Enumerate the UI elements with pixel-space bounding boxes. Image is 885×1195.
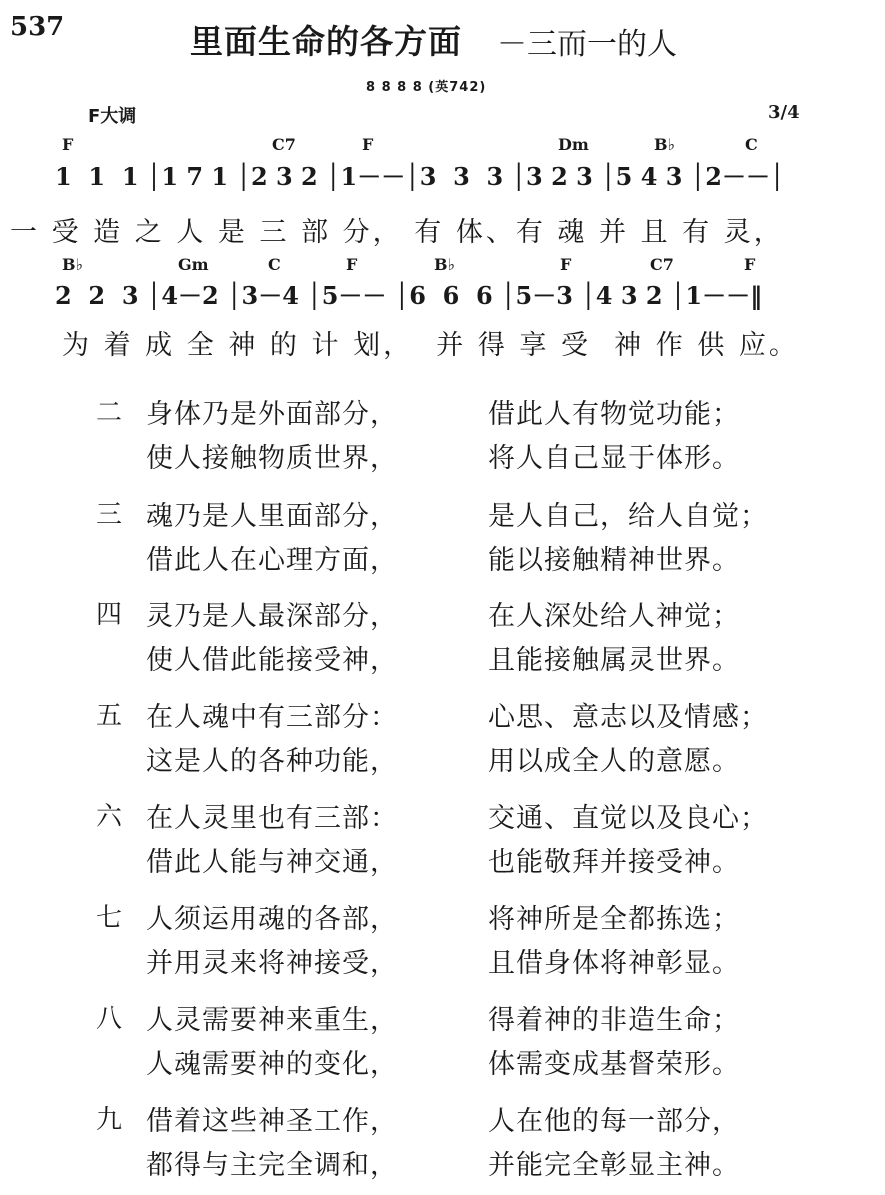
chord-symbol: C [268, 255, 281, 274]
verse-line: 使人接触物质世界， [146, 443, 398, 474]
key-signature: F大调 [88, 106, 137, 127]
verse-line: 用以成全人的意愿。 [488, 746, 740, 777]
verse-number: 二 [96, 398, 123, 428]
verse-number: 四 [96, 600, 123, 630]
chord-symbol: Gm [178, 255, 209, 274]
meter-line: 8 8 8 8 (英742) [366, 80, 487, 95]
verse-line: 体需变成基督荣形。 [488, 1049, 740, 1080]
hymn-title: 里面生命的各方面 [190, 22, 462, 61]
verse-number: 九 [96, 1105, 123, 1135]
verse-number: 八 [96, 1004, 123, 1034]
verse-line: 人在他的每一部分， [488, 1106, 740, 1137]
verse-line: 在人魂中有三部分： [146, 702, 398, 733]
chord-symbol: F [346, 255, 358, 274]
verse-number: 五 [96, 701, 123, 731]
verse-number: 三 [96, 500, 123, 530]
verse-number: 六 [96, 802, 123, 832]
verse-line: 人灵需要神来重生， [146, 1005, 398, 1036]
verse-line: 是人自己，给人自觉； [488, 501, 768, 532]
verse-line: 并用灵来将神接受， [146, 948, 398, 979]
verse-number: 七 [96, 903, 123, 933]
chord-symbol: B♭ [434, 255, 456, 274]
verse-line: 借此人能与神交通， [146, 847, 398, 878]
verse-line: 将人自己显于体形。 [488, 443, 740, 474]
notation-line-1: 1 1 1 │1 7 1 │2 3 2 │1－－│3 3 3 │3 2 3 │5 4 3 │2－－│ [55, 162, 785, 191]
verse-line: 将神所是全都拣选； [488, 904, 740, 935]
chord-symbol: C [745, 135, 758, 154]
lyrics-line-1: 一 受 造 之 人 是 三 部 分， 有 体、有 魂 并 且 有 灵， [10, 217, 784, 248]
verse-line: 且借身体将神彰显。 [488, 948, 740, 979]
verse-line: 人须运用魂的各部， [146, 904, 398, 935]
chord-symbol: F [362, 135, 374, 154]
verse-line: 能以接触精神世界。 [488, 545, 740, 576]
verse-line: 心思、意志以及情感； [488, 702, 768, 733]
chord-symbol: F [744, 255, 756, 274]
verse-line: 并能完全彰显主神。 [488, 1150, 740, 1181]
chord-symbol: F [62, 135, 74, 154]
verse-line: 身体乃是外面部分， [146, 399, 398, 430]
verse-line: 这是人的各种功能， [146, 746, 398, 777]
chord-symbol: B♭ [654, 135, 676, 154]
chord-symbol: B♭ [62, 255, 84, 274]
notation-line-2: 2 2 3 │4－2 │3－4 │5－－ │6 6 6 │5－3 │4 3 2 │1－－‖ [55, 281, 763, 310]
verse-line: 借着这些神圣工作， [146, 1106, 398, 1137]
chord-symbol: F [560, 255, 572, 274]
chord-symbol: Dm [558, 135, 589, 154]
chord-symbol: C7 [272, 135, 296, 154]
verse-line: 使人借此能接受神， [146, 645, 398, 676]
hymn-number: 537 [10, 12, 65, 42]
verse-line: 也能敬拜并接受神。 [488, 847, 740, 878]
verse-line: 在人灵里也有三部： [146, 803, 398, 834]
verse-line: 人魂需要神的变化， [146, 1049, 398, 1080]
verse-line: 借此人在心理方面， [146, 545, 398, 576]
lyrics-line-2: 为 着 成 全 神 的 计 划， 并 得 享 受 神 作 供 应。 [62, 330, 799, 361]
hymn-subtitle: －三而一的人 [497, 27, 677, 62]
verse-line: 魂乃是人里面部分， [146, 501, 398, 532]
verse-line: 在人深处给人神觉； [488, 601, 740, 632]
chord-symbol: C7 [650, 255, 674, 274]
verse-line: 得着神的非造生命； [488, 1005, 740, 1036]
verse-line: 借此人有物觉功能； [488, 399, 740, 430]
verse-line: 且能接触属灵世界。 [488, 645, 740, 676]
verse-line: 都得与主完全调和， [146, 1150, 398, 1181]
verse-line: 交通、直觉以及良心； [488, 803, 768, 834]
time-signature: 3/4 [768, 102, 800, 123]
verse-line: 灵乃是人最深部分， [146, 601, 398, 632]
